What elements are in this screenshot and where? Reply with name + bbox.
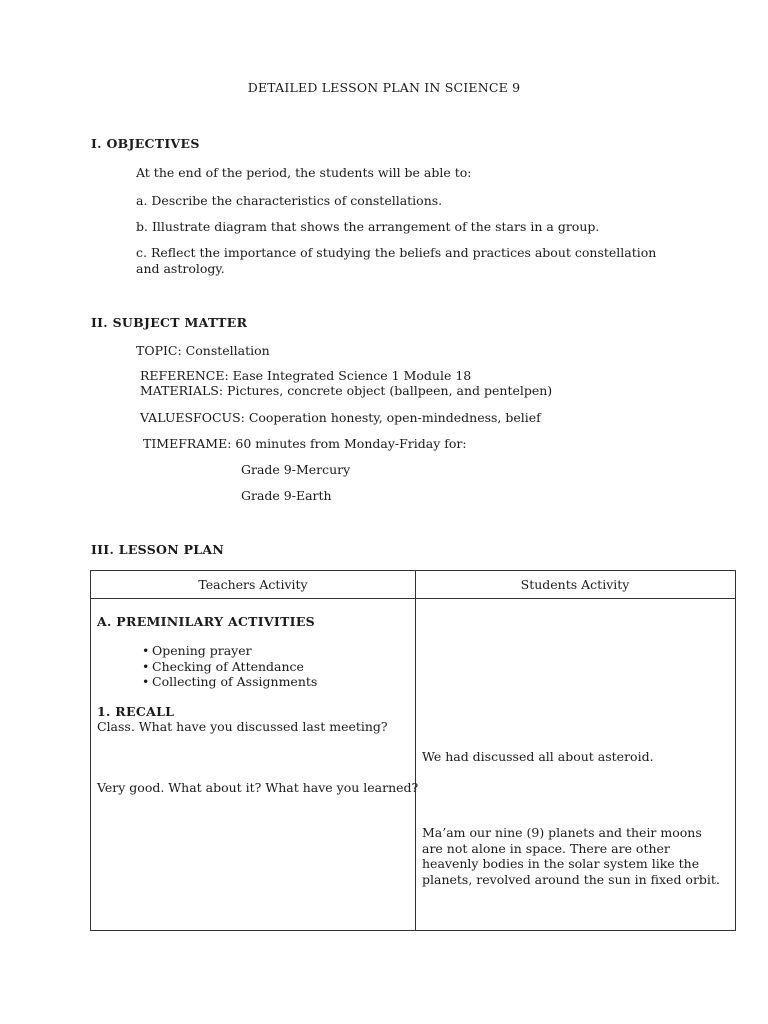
teacher-line-1: Class. What have you discussed last meeting? <box>97 719 388 734</box>
materials-line: MATERIALS: Pictures, concrete object (ballpeen, and pentelpen) <box>140 383 553 398</box>
bullet-icon: • <box>142 643 150 658</box>
bullet-icon: • <box>142 674 150 689</box>
table-column-divider <box>415 571 416 930</box>
preliminary-activities-heading: A. PREMINILARY ACTIVITIES <box>97 614 315 629</box>
objectives-heading: I. OBJECTIVES <box>91 136 200 151</box>
timeframe-line: TIMEFRAME: 60 minutes from Monday-Friday for: <box>143 436 467 451</box>
table-header-divider <box>91 598 735 599</box>
objective-item-a: a. Describe the characteristics of constellations. <box>136 193 443 208</box>
bullet-icon: • <box>142 658 150 674</box>
topic-line: TOPIC: Constellation <box>136 343 270 358</box>
subject-matter-heading: II. SUBJECT MATTER <box>91 315 248 330</box>
list-item: • Opening prayer <box>142 643 252 658</box>
preliminary-activities-list <box>142 643 317 690</box>
objectives-intro: At the end of the period, the students will be able to: <box>136 165 472 180</box>
objective-item-c: c. Reflect the importance of studying the beliefs and practices about constellation and astrology. <box>136 245 657 276</box>
recall-heading: 1. RECALL <box>97 704 175 719</box>
lesson-plan-table <box>90 570 736 931</box>
student-line-1: We had discussed all about asteroid. <box>422 749 654 764</box>
objective-item-b: b. Illustrate diagram that shows the arrangement of the stars in a group. <box>136 219 600 234</box>
lesson-plan-heading: III. LESSON PLAN <box>91 542 225 557</box>
page-title: DETAILED LESSON PLAN IN SCIENCE 9 <box>247 80 521 95</box>
teachers-activity-header: Teachers Activity <box>198 577 308 592</box>
values-focus-line: VALUESFOCUS: Cooperation honesty, open-mindedness, belief <box>140 410 541 425</box>
reference-line: REFERENCE: Ease Integrated Science 1 Module 18 <box>140 368 472 383</box>
teacher-line-2: Very good. What about it? What have you learned? <box>97 780 419 795</box>
list-item: • Collecting of Assignments <box>142 674 318 689</box>
grade-item-mercury: Grade 9-Mercury <box>241 462 351 477</box>
student-line-2: Ma’am our nine (9) planets and their moons are not alone in space. There are other heavenly bodies in the solar system like the planets, revolved around the sun in fixed orbit. <box>422 825 720 887</box>
list-item: • Checking of Attendance <box>142 658 304 674</box>
students-activity-header: Students Activity <box>520 577 630 592</box>
grade-item-earth: Grade 9-Earth <box>241 488 332 503</box>
